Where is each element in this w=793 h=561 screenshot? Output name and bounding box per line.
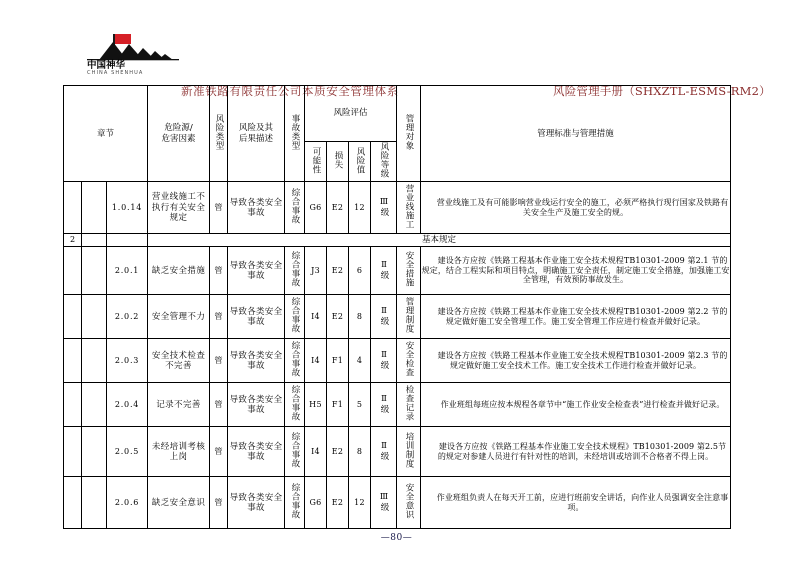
page-header xyxy=(63,30,771,98)
header-chapter: 章节 xyxy=(64,86,148,182)
cell-chapter-b xyxy=(82,182,107,234)
cell-chapter-b xyxy=(82,247,107,295)
cell-accident-type: 综合事故 xyxy=(285,339,305,383)
cell-hazard: 安全技术检查不完善 xyxy=(148,339,210,383)
cell-risk-desc: 导致各类安全事故 xyxy=(228,477,285,529)
cell-risk-type: 管 xyxy=(210,339,228,383)
cell-chapter-a xyxy=(64,247,82,295)
cell-chapter-a xyxy=(64,477,82,529)
cell-risk-level: Ⅱ级 xyxy=(371,247,397,295)
section-blank-b xyxy=(82,234,107,247)
cell-risk-type: 管 xyxy=(210,477,228,529)
table-row xyxy=(64,247,731,295)
cell-hazard: 缺乏安全措施 xyxy=(148,247,210,295)
section-blank-c xyxy=(107,234,148,247)
cell-clause: 2.0.2 xyxy=(107,295,148,339)
header-risk-value: 风险值 xyxy=(349,142,371,182)
cell-hazard: 营业线施工不执行有关安全规定 xyxy=(148,182,210,234)
table-row xyxy=(64,427,731,477)
cell-measures: 建设各方应按《铁路工程基本作业施工安全技术规程TB10301-2009 第2.1 节的规定，结合工程实际和项目特点，明确施工安全责任，制定施工安全措施，加强施工安全管理，有效预防事故发生。 xyxy=(421,247,731,295)
header-hazard: 危险源/ 危害因素 xyxy=(148,86,210,182)
cell-accident-type: 综合事故 xyxy=(285,247,305,295)
cell-chapter-a xyxy=(64,383,82,427)
cell-hazard: 安全管理不力 xyxy=(148,295,210,339)
header-risk-level: 风险等级 xyxy=(371,142,397,182)
header-measures: 管理标准与管理措施 xyxy=(421,86,731,182)
cell-risk-value: 8 xyxy=(349,295,371,339)
header-risk-assessment: 风险评估 xyxy=(305,86,397,142)
cell-possibility: H5 xyxy=(305,383,327,427)
header-possibility: 可能性 xyxy=(305,142,327,182)
header-manual-title: 风险管理手册（SHXZTL-ESMS-RM2） xyxy=(553,84,771,98)
cell-chapter-b xyxy=(82,295,107,339)
cell-chapter-a xyxy=(64,182,82,234)
cell-risk-desc: 导致各类安全事故 xyxy=(228,339,285,383)
cell-loss: E2 xyxy=(327,247,349,295)
table-header-row-1 xyxy=(64,86,731,142)
cell-manage-object: 安全措施 xyxy=(397,247,421,295)
cell-risk-desc: 导致各类安全事故 xyxy=(228,383,285,427)
cell-risk-desc: 导致各类安全事故 xyxy=(228,182,285,234)
cell-risk-type: 管 xyxy=(210,295,228,339)
cell-possibility: I4 xyxy=(305,427,327,477)
cell-chapter-b xyxy=(82,339,107,383)
cell-risk-value: 12 xyxy=(349,182,371,234)
cell-chapter-b xyxy=(82,427,107,477)
cell-possibility: G6 xyxy=(305,477,327,529)
header-accident-type: 事故类型 xyxy=(285,86,305,182)
cell-risk-value: 5 xyxy=(349,383,371,427)
cell-risk-level: Ⅲ级 xyxy=(371,182,397,234)
cell-possibility: I4 xyxy=(305,295,327,339)
cell-accident-type: 综合事故 xyxy=(285,295,305,339)
cell-manage-object: 营业线施工 xyxy=(397,182,421,234)
header-company-title: 新准铁路有限责任公司本质安全管理体系 xyxy=(181,84,399,98)
cell-hazard: 缺乏安全意识 xyxy=(148,477,210,529)
cell-measures: 建设各方应按《铁路工程基本作业施工安全技术规程TB10301-2009 第2.3 节的规定做好施工安全技术工作。施工安全技术工作进行检查并做好记录。 xyxy=(421,339,731,383)
cell-measures: 营业线施工及有可能影响营业线运行安全的施工，必须严格执行现行国家及铁路有关安全生产及施工安全的规。 xyxy=(421,182,731,234)
section-row xyxy=(64,234,731,247)
cell-clause: 1.0.14 xyxy=(107,182,148,234)
cell-chapter-a xyxy=(64,339,82,383)
table-row xyxy=(64,383,731,427)
cell-risk-value: 8 xyxy=(349,427,371,477)
table-row xyxy=(64,295,731,339)
logo-chinese-text: 中国神华 xyxy=(87,60,126,71)
cell-risk-desc: 导致各类安全事故 xyxy=(228,247,285,295)
header-risk-type: 风险类型 xyxy=(210,86,228,182)
cell-risk-type: 管 xyxy=(210,182,228,234)
cell-manage-object: 培训制度 xyxy=(397,427,421,477)
cell-hazard: 未经培训考核上岗 xyxy=(148,427,210,477)
cell-clause: 2.0.3 xyxy=(107,339,148,383)
cell-risk-type: 管 xyxy=(210,247,228,295)
page-footer: —80— xyxy=(380,533,413,543)
cell-accident-type: 综合事故 xyxy=(285,383,305,427)
cell-chapter-a xyxy=(64,427,82,477)
header-manage-object: 管理对象 xyxy=(397,86,421,182)
cell-measures: 作业班组每班应按本规程各章节中“施工作业安全检查表”进行检查并做好记录。 xyxy=(421,383,731,427)
cell-loss: E2 xyxy=(327,427,349,477)
table-row xyxy=(64,339,731,383)
cell-possibility: J3 xyxy=(305,247,327,295)
cell-possibility: I4 xyxy=(305,339,327,383)
cell-risk-type: 管 xyxy=(210,427,228,477)
logo-english-text: CHINA SHENHUA xyxy=(87,70,144,76)
table-row xyxy=(64,477,731,529)
cell-risk-value: 6 xyxy=(349,247,371,295)
cell-measures: 建设各方应按《铁路工程基本作业施工安全技术规程》TB10301-2009 第2.5节的规定对参建人员进行有针对性的培训，未经培训或培训不合格者不得上岗。 xyxy=(421,427,731,477)
cell-hazard: 记录不完善 xyxy=(148,383,210,427)
cell-accident-type: 综合事故 xyxy=(285,182,305,234)
cell-risk-desc: 导致各类安全事故 xyxy=(228,295,285,339)
cell-measures: 建设各方应按《铁路工程基本作业施工安全技术规程TB10301-2009 第2.2 节的规定做好施工安全管理工作。施工安全管理工作应进行检查并做好记录。 xyxy=(421,295,731,339)
cell-loss: E2 xyxy=(327,295,349,339)
cell-clause: 2.0.6 xyxy=(107,477,148,529)
cell-measures: 作业班组负责人在每天开工前，应进行班前安全讲话，向作业人员强调安全注意事项。 xyxy=(421,477,731,529)
cell-risk-level: Ⅱ级 xyxy=(371,383,397,427)
cell-risk-value: 12 xyxy=(349,477,371,529)
header-loss: 损失 xyxy=(327,142,349,182)
cell-clause: 2.0.4 xyxy=(107,383,148,427)
cell-manage-object: 检查记录 xyxy=(397,383,421,427)
cell-accident-type: 综合事故 xyxy=(285,477,305,529)
section-chapter-no: 2 xyxy=(64,234,82,247)
cell-manage-object: 安全检查 xyxy=(397,339,421,383)
cell-accident-type: 综合事故 xyxy=(285,427,305,477)
cell-manage-object: 管理制度 xyxy=(397,295,421,339)
cell-risk-level: Ⅱ级 xyxy=(371,295,397,339)
cell-risk-desc: 导致各类安全事故 xyxy=(228,427,285,477)
section-title: 基本规定 xyxy=(148,234,731,247)
cell-chapter-b xyxy=(82,477,107,529)
cell-manage-object: 安全意识 xyxy=(397,477,421,529)
cell-loss: F1 xyxy=(327,383,349,427)
cell-risk-level: Ⅱ级 xyxy=(371,427,397,477)
table-row xyxy=(64,182,731,234)
mountain-logo-icon xyxy=(85,32,181,62)
cell-risk-type: 管 xyxy=(210,383,228,427)
cell-loss: F1 xyxy=(327,339,349,383)
cell-chapter-b xyxy=(82,383,107,427)
cell-clause: 2.0.5 xyxy=(107,427,148,477)
cell-risk-level: Ⅲ级 xyxy=(371,477,397,529)
china-shenhua-logo xyxy=(85,32,181,77)
header-risk-desc: 风险及其 后果描述 xyxy=(228,86,285,182)
cell-loss: E2 xyxy=(327,477,349,529)
risk-register-table xyxy=(63,85,731,529)
cell-clause: 2.0.1 xyxy=(107,247,148,295)
cell-chapter-a xyxy=(64,295,82,339)
cell-loss: E2 xyxy=(327,182,349,234)
cell-risk-value: 4 xyxy=(349,339,371,383)
cell-possibility: G6 xyxy=(305,182,327,234)
cell-risk-level: Ⅱ级 xyxy=(371,339,397,383)
